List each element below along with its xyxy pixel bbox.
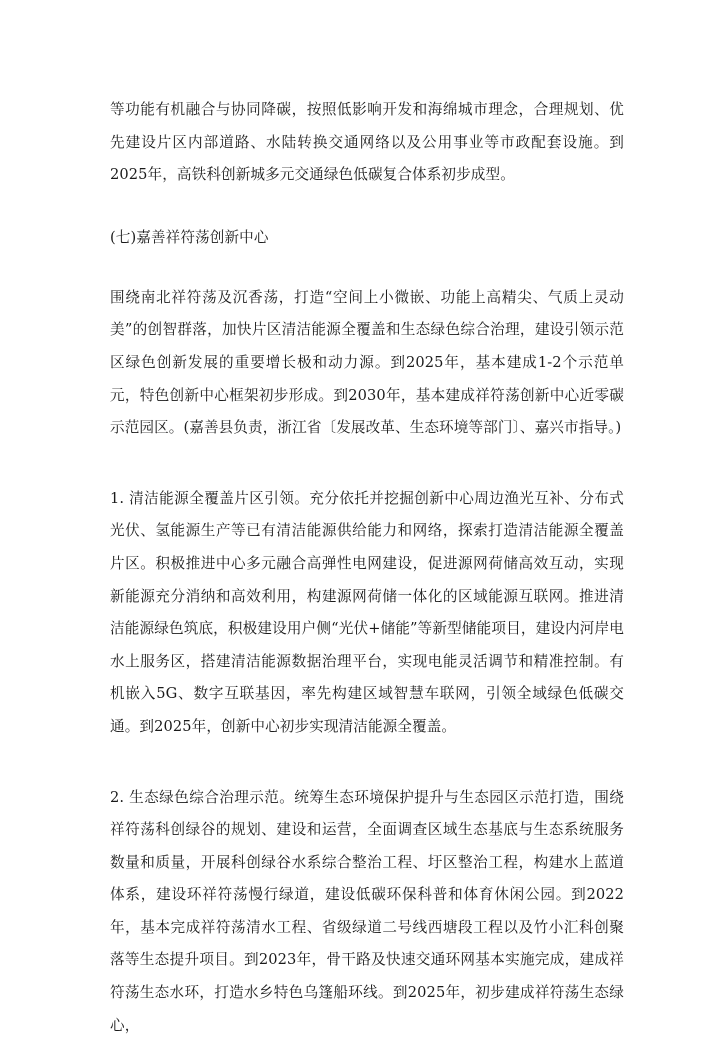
section-heading: (七)嘉善祥符荡创新中心 xyxy=(110,226,624,250)
intro-paragraph: 等功能有机融合与协同降碳，按照低影响开发和海绵城市理念，合理规划、优先建设片区内部道路、水陆转换交通网络以及公用事业等市政配套设施。到2025年，高铁科创新城多元交通绿色低碳复合体系初步成型。 xyxy=(110,94,624,192)
center-paragraph: 围绕南北祥符荡及沉香荡，打造“空间上小微嵌、功能上高精尖、气质上灵动美”的创智群落，加快片区清洁能源全覆盖和生态绿色综合治理，建设引领示范区绿色创新发展的重要增长极和动力源。到2025年，基本建成1-2个示范单元，特色创新中心框架初步形成。到2030年，基本建成祥符荡创新中心近零碳示范园区。(嘉善县负责，浙江省〔发展改革、生态环境等部门〕、嘉兴市指导。) xyxy=(110,282,624,445)
item-1-paragraph: 1. 清洁能源全覆盖片区引领。充分依托并挖掘创新中心周边渔光互补、分布式光伏、氢能源生产等已有清洁能源供给能力和网络，探索打造清洁能源全覆盖片区。积极推进中心多元融合高弹性电网建设，促进源网荷储高效互动，实现新能源充分消纳和高效利用，构建源网荷储一体化的区域能源互联网。推进清洁能源绿色筑底，积极建设用户侧“光伏+储能”等新型储能项目，建设内河岸电水上服务区，搭建清洁能源数据治理平台，实现电能灵活调节和精准控制。有机嵌入5G、数字互联基因，率先构建区域智慧车联网，引领全域绿色低碳交通。到2025年，创新中心初步实现清洁能源全覆盖。 xyxy=(110,483,624,744)
item-2-paragraph: 2. 生态绿色综合治理示范。统筹生态环境保护提升与生态园区示范打造，围绕祥符荡科创绿谷的规划、建设和运营，全面调查区域生态基底与生态系统服务数量和质量，开展科创绿谷水系综合整治工程、圩区整治工程，构建水上蓝道体系，建设环祥符荡慢行绿道，建设低碳环保科普和体育休闲公园。到2022年，基本完成祥符荡清水工程、省级绿道二号线西塘段工程以及竹小汇科创聚落等生态提升项目。到2023年，骨干路及快速交通环网基本实施完成，建成祥符荡生态水环，打造水乡特色乌篷船环线。到2025年，初步建成祥符荡生态绿心， xyxy=(110,782,624,1042)
